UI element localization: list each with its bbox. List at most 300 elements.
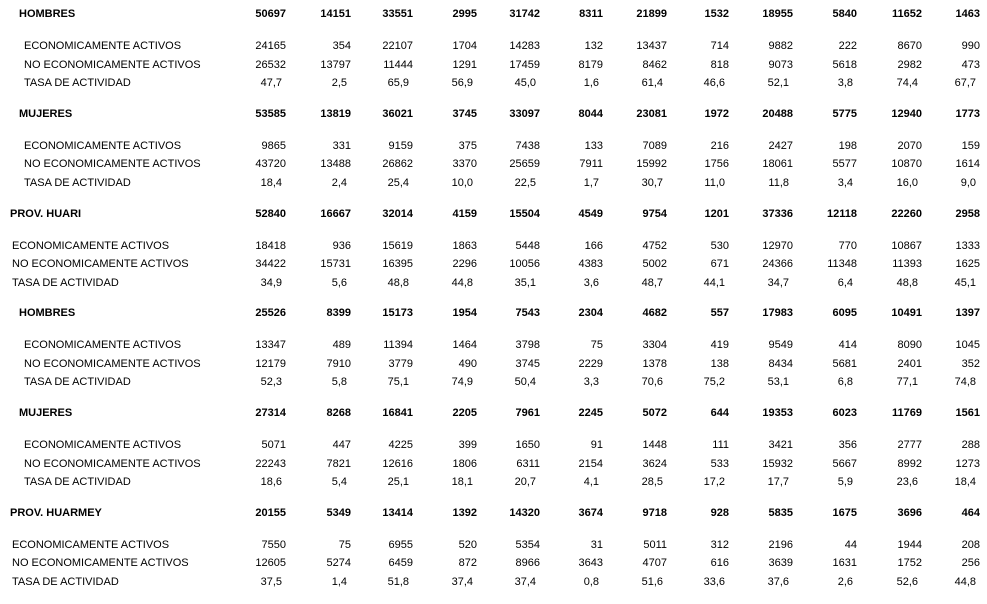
value-cell: 3624 bbox=[642, 457, 667, 470]
value-cell: 24165 bbox=[255, 40, 286, 53]
spacer bbox=[0, 491, 980, 504]
table-row bbox=[0, 137, 980, 155]
value-cell: 1464 bbox=[452, 339, 477, 352]
value-cell: 8179 bbox=[578, 58, 603, 71]
value-cell: 6459 bbox=[388, 557, 413, 570]
value-cell: 399 bbox=[458, 439, 477, 452]
value-cell: 1,7 bbox=[583, 176, 599, 189]
value-cell: 2070 bbox=[897, 139, 922, 152]
value-cell: 1397 bbox=[955, 307, 980, 320]
value-cell: 16395 bbox=[382, 258, 413, 271]
value-cell: 1,6 bbox=[583, 76, 599, 89]
value-cell: 25526 bbox=[255, 307, 286, 320]
value-cell: 11394 bbox=[383, 339, 413, 352]
value-cell: 17459 bbox=[509, 58, 540, 71]
value-cell: 2296 bbox=[452, 258, 477, 271]
value-cell: 18,1 bbox=[451, 476, 473, 489]
value-cell: 12616 bbox=[382, 457, 413, 470]
row-label: MUJERES bbox=[19, 107, 73, 120]
value-cell: 2229 bbox=[578, 357, 603, 370]
value-cell: 11769 bbox=[892, 407, 922, 420]
value-cell: 414 bbox=[838, 339, 857, 352]
value-cell: 34422 bbox=[255, 258, 286, 271]
value-cell: 1291 bbox=[452, 58, 477, 71]
value-cell: 222 bbox=[838, 40, 857, 53]
value-cell: 20488 bbox=[762, 107, 793, 120]
value-cell: 4383 bbox=[578, 258, 603, 271]
value-cell: 5274 bbox=[326, 557, 351, 570]
value-cell: 1532 bbox=[704, 8, 729, 20]
value-cell: 33097 bbox=[509, 107, 540, 120]
value-cell: 198 bbox=[838, 139, 857, 152]
value-cell: 52,6 bbox=[896, 575, 918, 588]
value-cell: 331 bbox=[332, 139, 351, 152]
value-cell: 9754 bbox=[642, 207, 667, 220]
value-cell: 2995 bbox=[452, 8, 477, 20]
table-row bbox=[0, 454, 980, 472]
value-cell: 3643 bbox=[578, 557, 603, 570]
value-cell: 9882 bbox=[768, 40, 793, 53]
value-cell: 5011 bbox=[643, 539, 667, 552]
value-cell: 22243 bbox=[255, 457, 286, 470]
value-cell: 5,4 bbox=[331, 476, 347, 489]
value-cell: 44,1 bbox=[703, 276, 725, 289]
value-cell: 5840 bbox=[832, 8, 857, 20]
spacer bbox=[0, 391, 980, 404]
value-cell: 3,3 bbox=[583, 376, 599, 389]
value-cell: 1463 bbox=[955, 8, 980, 20]
value-cell: 714 bbox=[710, 40, 729, 53]
row-label: TASA DE ACTIVIDAD bbox=[24, 476, 131, 489]
value-cell: 11444 bbox=[383, 58, 413, 71]
spacer bbox=[0, 192, 980, 205]
value-cell: 13414 bbox=[382, 506, 413, 519]
value-cell: 61,4 bbox=[641, 76, 663, 89]
value-cell: 3798 bbox=[515, 339, 540, 352]
row-label: HOMBRES bbox=[19, 307, 76, 320]
value-cell: 1561 bbox=[955, 407, 980, 420]
value-cell: 28,5 bbox=[641, 476, 663, 489]
value-cell: 3304 bbox=[642, 339, 667, 352]
value-cell: 159 bbox=[961, 139, 980, 152]
value-cell: 312 bbox=[710, 539, 729, 552]
value-cell: 1631 bbox=[832, 557, 857, 570]
value-cell: 13347 bbox=[255, 339, 286, 352]
value-cell: 48,8 bbox=[387, 276, 409, 289]
value-cell: 419 bbox=[710, 339, 729, 352]
value-cell: 10867 bbox=[891, 239, 922, 252]
row-label: NO ECONOMICAMENTE ACTIVOS bbox=[12, 258, 189, 271]
value-cell: 36021 bbox=[382, 107, 413, 120]
value-cell: 26532 bbox=[255, 58, 286, 71]
value-cell: 2196 bbox=[768, 539, 793, 552]
value-cell: 24366 bbox=[762, 258, 793, 271]
section-header-row bbox=[0, 5, 980, 23]
value-cell: 12605 bbox=[255, 557, 286, 570]
value-cell: 31 bbox=[590, 539, 603, 552]
value-cell: 11348 bbox=[827, 258, 857, 271]
value-cell: 47,7 bbox=[260, 76, 282, 89]
value-cell: 74,8 bbox=[954, 376, 976, 389]
value-cell: 16667 bbox=[320, 207, 351, 220]
value-cell: 352 bbox=[961, 357, 980, 370]
value-cell: 22,5 bbox=[514, 176, 536, 189]
value-cell: 132 bbox=[584, 40, 603, 53]
value-cell: 14320 bbox=[509, 506, 540, 519]
value-cell: 1392 bbox=[452, 506, 477, 519]
row-label: TASA DE ACTIVIDAD bbox=[24, 176, 131, 189]
value-cell: 8044 bbox=[578, 107, 603, 120]
value-cell: 1045 bbox=[955, 339, 980, 352]
value-cell: 1675 bbox=[832, 506, 857, 519]
value-cell: 2,5 bbox=[331, 76, 347, 89]
value-cell: 37,6 bbox=[767, 575, 789, 588]
value-cell: 13488 bbox=[320, 158, 351, 171]
value-cell: 1954 bbox=[452, 307, 477, 320]
value-cell: 15173 bbox=[382, 307, 413, 320]
value-cell: 818 bbox=[710, 58, 729, 71]
value-cell: 17,2 bbox=[703, 476, 725, 489]
value-cell: 489 bbox=[332, 339, 351, 352]
value-cell: 37,4 bbox=[451, 575, 473, 588]
row-label: ECONOMICAMENTE ACTIVOS bbox=[24, 40, 182, 53]
value-cell: 23,6 bbox=[896, 476, 918, 489]
value-cell: 9865 bbox=[261, 139, 286, 152]
spacer bbox=[0, 522, 980, 536]
value-cell: 7543 bbox=[515, 307, 540, 320]
value-cell: 533 bbox=[710, 457, 729, 470]
table-row bbox=[0, 237, 980, 255]
row-label: ECONOMICAMENTE ACTIVOS bbox=[24, 439, 182, 452]
value-cell: 77,1 bbox=[896, 376, 918, 389]
value-cell: 19353 bbox=[762, 407, 793, 420]
value-cell: 12940 bbox=[891, 107, 922, 120]
value-cell: 53,1 bbox=[767, 376, 789, 389]
value-cell: 490 bbox=[458, 357, 477, 370]
value-cell: 22260 bbox=[891, 207, 922, 220]
value-cell: 18061 bbox=[762, 158, 793, 171]
table-row bbox=[0, 355, 980, 373]
value-cell: 37,4 bbox=[514, 575, 536, 588]
value-cell: 3421 bbox=[768, 439, 793, 452]
value-cell: 45,1 bbox=[954, 276, 976, 289]
value-cell: 75,1 bbox=[387, 376, 409, 389]
value-cell: 6023 bbox=[832, 407, 857, 420]
value-cell: 45,0 bbox=[514, 76, 536, 89]
value-cell: 1806 bbox=[452, 457, 477, 470]
value-cell: 51,6 bbox=[641, 575, 663, 588]
value-cell: 52,1 bbox=[767, 76, 789, 89]
value-cell: 30,7 bbox=[641, 176, 663, 189]
value-cell: 8399 bbox=[326, 307, 351, 320]
value-cell: 936 bbox=[332, 239, 351, 252]
spacer bbox=[0, 422, 980, 436]
section-header-row bbox=[0, 205, 980, 223]
value-cell: 1201 bbox=[704, 207, 729, 220]
value-cell: 4549 bbox=[578, 207, 603, 220]
value-cell: 5072 bbox=[642, 407, 667, 420]
table-row bbox=[0, 373, 980, 391]
value-cell: 8090 bbox=[897, 339, 922, 352]
value-cell: 1863 bbox=[452, 239, 477, 252]
value-cell: 530 bbox=[710, 239, 729, 252]
value-cell: 13437 bbox=[636, 40, 667, 53]
value-cell: 18,6 bbox=[260, 476, 282, 489]
value-cell: 65,9 bbox=[387, 76, 409, 89]
value-cell: 25,4 bbox=[387, 176, 409, 189]
value-cell: 2958 bbox=[955, 207, 980, 220]
value-cell: 44,8 bbox=[954, 575, 976, 588]
spacer bbox=[0, 223, 980, 237]
section-header-row bbox=[0, 105, 980, 123]
value-cell: 1378 bbox=[642, 357, 667, 370]
table-row bbox=[0, 554, 980, 572]
value-cell: 9549 bbox=[768, 339, 793, 352]
value-cell: 14151 bbox=[320, 8, 351, 20]
row-label: HOMBRES bbox=[19, 8, 76, 20]
value-cell: 288 bbox=[961, 439, 980, 452]
value-cell: 1756 bbox=[704, 158, 729, 171]
value-cell: 12118 bbox=[827, 207, 857, 220]
value-cell: 7911 bbox=[579, 158, 603, 171]
value-cell: 375 bbox=[458, 139, 477, 152]
value-cell: 52840 bbox=[255, 207, 286, 220]
value-cell: 2,4 bbox=[331, 176, 347, 189]
value-cell: 2154 bbox=[578, 457, 603, 470]
value-cell: 7089 bbox=[642, 139, 667, 152]
value-cell: 4707 bbox=[642, 557, 667, 570]
row-label: NO ECONOMICAMENTE ACTIVOS bbox=[24, 58, 201, 71]
section-header-row bbox=[0, 504, 980, 522]
value-cell: 1448 bbox=[642, 439, 667, 452]
value-cell: 5,8 bbox=[331, 376, 347, 389]
value-cell: 8992 bbox=[897, 457, 922, 470]
value-cell: 2401 bbox=[897, 357, 922, 370]
value-cell: 15619 bbox=[382, 239, 413, 252]
value-cell: 1944 bbox=[897, 539, 922, 552]
value-cell: 5071 bbox=[261, 439, 286, 452]
value-cell: 8966 bbox=[515, 557, 540, 570]
row-label: PROV. HUARMEY bbox=[10, 506, 102, 519]
value-cell: 770 bbox=[838, 239, 857, 252]
value-cell: 1333 bbox=[955, 239, 980, 252]
value-cell: 557 bbox=[710, 307, 729, 320]
value-cell: 6955 bbox=[388, 539, 413, 552]
spacer bbox=[0, 322, 980, 336]
value-cell: 166 bbox=[584, 239, 603, 252]
value-cell: 17,7 bbox=[767, 476, 789, 489]
value-cell: 7438 bbox=[515, 139, 540, 152]
value-cell: 14283 bbox=[509, 40, 540, 53]
value-cell: 6311 bbox=[516, 457, 540, 470]
row-label: ECONOMICAMENTE ACTIVOS bbox=[12, 539, 170, 552]
value-cell: 2304 bbox=[578, 307, 603, 320]
value-cell: 0,8 bbox=[583, 575, 599, 588]
value-cell: 928 bbox=[710, 506, 729, 519]
value-cell: 4159 bbox=[452, 207, 477, 220]
table-row bbox=[0, 37, 980, 55]
value-cell: 10870 bbox=[891, 158, 922, 171]
table-row bbox=[0, 536, 980, 554]
value-cell: 4752 bbox=[642, 239, 667, 252]
value-cell: 5681 bbox=[832, 357, 857, 370]
value-cell: 32014 bbox=[382, 207, 413, 220]
value-cell: 1972 bbox=[704, 107, 729, 120]
value-cell: 6,8 bbox=[837, 376, 853, 389]
value-cell: 2982 bbox=[897, 58, 922, 71]
value-cell: 7961 bbox=[515, 407, 540, 420]
value-cell: 35,1 bbox=[514, 276, 536, 289]
section-header-row bbox=[0, 404, 980, 422]
value-cell: 34,7 bbox=[767, 276, 789, 289]
value-cell: 3639 bbox=[768, 557, 793, 570]
value-cell: 20155 bbox=[255, 506, 286, 519]
value-cell: 12179 bbox=[255, 357, 286, 370]
value-cell: 5002 bbox=[642, 258, 667, 271]
value-cell: 7910 bbox=[326, 357, 351, 370]
value-cell: 8434 bbox=[768, 357, 793, 370]
row-label: TASA DE ACTIVIDAD bbox=[12, 276, 119, 289]
value-cell: 447 bbox=[332, 439, 351, 452]
value-cell: 3,6 bbox=[583, 276, 599, 289]
value-cell: 16841 bbox=[382, 407, 413, 420]
row-label: TASA DE ACTIVIDAD bbox=[24, 76, 131, 89]
value-cell: 37,5 bbox=[260, 575, 282, 588]
value-cell: 1273 bbox=[955, 457, 980, 470]
row-label: MUJERES bbox=[19, 407, 73, 420]
value-cell: 872 bbox=[458, 557, 477, 570]
value-cell: 22107 bbox=[382, 40, 413, 53]
value-cell: 25659 bbox=[509, 158, 540, 171]
value-cell: 1625 bbox=[955, 258, 980, 271]
value-cell: 20,7 bbox=[514, 476, 536, 489]
row-label: TASA DE ACTIVIDAD bbox=[24, 376, 131, 389]
value-cell: 52,3 bbox=[260, 376, 282, 389]
value-cell: 1,4 bbox=[331, 575, 347, 588]
value-cell: 1650 bbox=[515, 439, 540, 452]
value-cell: 354 bbox=[332, 40, 351, 53]
value-cell: 6,4 bbox=[837, 276, 853, 289]
row-label: NO ECONOMICAMENTE ACTIVOS bbox=[24, 357, 201, 370]
table-row bbox=[0, 336, 980, 354]
value-cell: 18,4 bbox=[260, 176, 282, 189]
row-label: NO ECONOMICAMENTE ACTIVOS bbox=[24, 158, 201, 171]
value-cell: 2,6 bbox=[837, 575, 853, 588]
value-cell: 15932 bbox=[762, 457, 793, 470]
table-row bbox=[0, 55, 980, 73]
spacer bbox=[0, 292, 980, 305]
table-row bbox=[0, 74, 980, 92]
value-cell: 9718 bbox=[642, 506, 667, 519]
value-cell: 34,9 bbox=[260, 276, 282, 289]
value-cell: 13797 bbox=[320, 58, 351, 71]
table-row bbox=[0, 436, 980, 454]
value-cell: 3779 bbox=[388, 357, 413, 370]
row-label: ECONOMICAMENTE ACTIVOS bbox=[24, 139, 182, 152]
row-label: TASA DE ACTIVIDAD bbox=[12, 575, 119, 588]
value-cell: 4682 bbox=[642, 307, 667, 320]
value-cell: 70,6 bbox=[641, 376, 663, 389]
value-cell: 48,7 bbox=[641, 276, 663, 289]
value-cell: 46,6 bbox=[703, 76, 725, 89]
value-cell: 5,6 bbox=[331, 276, 347, 289]
value-cell: 15504 bbox=[509, 207, 540, 220]
value-cell: 25,1 bbox=[387, 476, 409, 489]
value-cell: 473 bbox=[961, 58, 980, 71]
value-cell: 75 bbox=[590, 339, 603, 352]
value-cell: 5349 bbox=[326, 506, 351, 519]
value-cell: 43720 bbox=[255, 158, 286, 171]
value-cell: 67,7 bbox=[954, 76, 976, 89]
value-cell: 208 bbox=[961, 539, 980, 552]
value-cell: 31742 bbox=[509, 8, 540, 20]
value-cell: 111 bbox=[712, 439, 729, 452]
value-cell: 1752 bbox=[897, 557, 922, 570]
value-cell: 671 bbox=[710, 258, 729, 271]
value-cell: 18955 bbox=[762, 8, 793, 20]
value-cell: 3,4 bbox=[837, 176, 853, 189]
value-cell: 11,8 bbox=[768, 176, 789, 189]
value-cell: 26862 bbox=[382, 158, 413, 171]
value-cell: 3745 bbox=[515, 357, 540, 370]
value-cell: 21899 bbox=[636, 8, 667, 20]
value-cell: 464 bbox=[961, 506, 980, 519]
value-cell: 616 bbox=[710, 557, 729, 570]
value-cell: 3370 bbox=[452, 158, 477, 171]
value-cell: 990 bbox=[961, 40, 980, 53]
value-cell: 11,0 bbox=[704, 176, 725, 189]
value-cell: 33,6 bbox=[703, 575, 725, 588]
value-cell: 27314 bbox=[255, 407, 286, 420]
value-cell: 91 bbox=[590, 439, 603, 452]
spacer bbox=[0, 23, 980, 37]
value-cell: 216 bbox=[710, 139, 729, 152]
section-header-row bbox=[0, 304, 980, 322]
value-cell: 44 bbox=[844, 539, 857, 552]
table-row bbox=[0, 255, 980, 273]
value-cell: 10491 bbox=[891, 307, 922, 320]
value-cell: 74,9 bbox=[451, 376, 473, 389]
value-cell: 133 bbox=[584, 139, 603, 152]
table-row bbox=[0, 174, 980, 192]
table-row bbox=[0, 155, 980, 173]
value-cell: 18,4 bbox=[954, 476, 976, 489]
value-cell: 2245 bbox=[578, 407, 603, 420]
value-cell: 4,1 bbox=[583, 476, 599, 489]
row-label: NO ECONOMICAMENTE ACTIVOS bbox=[24, 457, 201, 470]
value-cell: 18418 bbox=[255, 239, 286, 252]
value-cell: 15992 bbox=[636, 158, 667, 171]
value-cell: 356 bbox=[838, 439, 857, 452]
value-cell: 8462 bbox=[642, 58, 667, 71]
value-cell: 13819 bbox=[320, 107, 351, 120]
value-cell: 3,8 bbox=[837, 76, 853, 89]
value-cell: 8268 bbox=[326, 407, 351, 420]
spacer bbox=[0, 92, 980, 105]
value-cell: 9,0 bbox=[960, 176, 976, 189]
value-cell: 37336 bbox=[762, 207, 793, 220]
spacer bbox=[0, 591, 980, 604]
value-cell: 11652 bbox=[892, 8, 922, 20]
value-cell: 5354 bbox=[515, 539, 540, 552]
spacer bbox=[0, 123, 980, 137]
value-cell: 5618 bbox=[832, 58, 857, 71]
value-cell: 44,8 bbox=[451, 276, 473, 289]
value-cell: 4225 bbox=[388, 439, 413, 452]
value-cell: 50,4 bbox=[514, 376, 536, 389]
value-cell: 1773 bbox=[955, 107, 980, 120]
value-cell: 256 bbox=[961, 557, 980, 570]
